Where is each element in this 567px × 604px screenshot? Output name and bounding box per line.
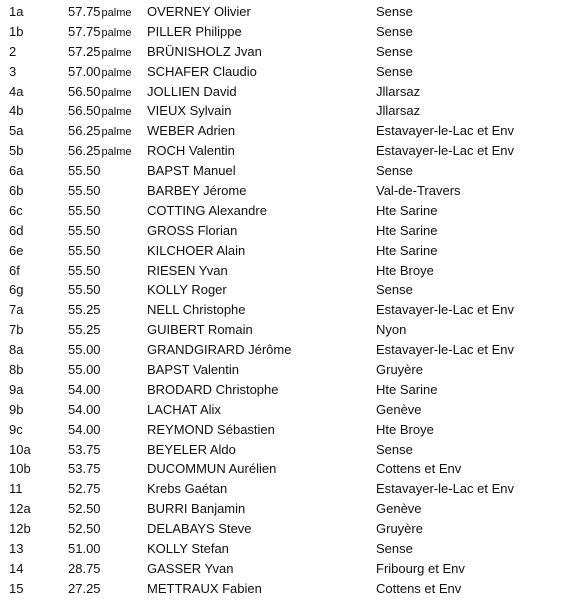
club-name: Estavayer-le-Lac et Env: [376, 302, 515, 318]
result-row: [0, 261, 567, 281]
result-row: [0, 22, 567, 42]
palme-note: palme: [101, 46, 132, 59]
rank: 15: [9, 580, 24, 596]
points: [68, 360, 101, 380]
rank: 10b: [9, 461, 31, 477]
rank: 7a: [9, 302, 24, 318]
result-row: [0, 241, 567, 261]
competitor-name: DUCOMMUN Aurélien: [147, 461, 277, 477]
result-row: [0, 280, 567, 300]
competitor-name: KOLLY Roger: [147, 282, 227, 298]
result-row: [0, 2, 567, 22]
result-row: [0, 440, 567, 460]
rank: 1a: [9, 4, 24, 19]
points-value: 55.25: [68, 302, 101, 318]
points: [68, 320, 101, 340]
competitor-name: GASSER Yvan: [147, 560, 234, 576]
points-value: 57.25: [68, 43, 101, 59]
result-row: [0, 459, 567, 479]
points-value: 55.50: [68, 242, 101, 258]
points: [68, 62, 132, 84]
points: [68, 42, 132, 64]
club-name: Sense: [376, 163, 413, 179]
result-row: [0, 400, 567, 420]
rank: 13: [9, 541, 24, 557]
result-row: [0, 161, 567, 181]
club-name: Genève: [376, 401, 422, 417]
palme-note: palme: [101, 146, 132, 159]
points: [68, 141, 132, 163]
club-name: Sense: [376, 63, 413, 79]
competitor-name: VIEUX Sylvain: [147, 103, 232, 119]
club-name: Hte Sarine: [376, 381, 438, 397]
club-name: Hte Broye: [376, 421, 434, 437]
club-name: Sense: [376, 282, 413, 298]
rank: 5a: [9, 123, 24, 139]
competitor-name: BEYELER Aldo: [147, 441, 236, 457]
points-value: 55.50: [68, 282, 101, 298]
rank: 2: [9, 43, 17, 59]
points: [68, 340, 101, 360]
competitor-name: COTTING Alexandre: [147, 202, 267, 218]
rank: 5b: [9, 143, 24, 159]
club-name: Cottens et Env: [376, 461, 462, 477]
rank: 3: [9, 63, 17, 79]
points-value: 57.75: [68, 23, 101, 39]
competitor-name: ROCH Valentin: [147, 143, 235, 159]
points: [68, 221, 101, 241]
palme-note: palme: [101, 26, 132, 39]
result-row: [0, 121, 567, 141]
points-value: 55.50: [68, 202, 101, 218]
rank: 10a: [9, 441, 31, 457]
points: [68, 579, 101, 599]
club-name: Sense: [376, 43, 413, 59]
points: [68, 459, 101, 479]
competitor-name: KOLLY Stefan: [147, 541, 229, 557]
points: [68, 499, 101, 519]
club-name: Jllarsaz: [376, 83, 421, 99]
rank: 4b: [9, 103, 24, 119]
points-value: 54.00: [68, 381, 101, 397]
result-row: [0, 499, 567, 519]
points: [68, 559, 101, 579]
competitor-name: DELABAYS Steve: [147, 521, 252, 537]
points-value: 55.00: [68, 342, 101, 358]
competitor-name: Krebs Gaétan: [147, 481, 228, 497]
points-value: 51.00: [68, 541, 101, 557]
points-value: 55.00: [68, 362, 101, 378]
points: [68, 2, 132, 24]
points-value: 55.25: [68, 322, 101, 338]
points: [68, 181, 101, 201]
rank: 6f: [9, 262, 20, 278]
points-value: 56.50: [68, 103, 101, 119]
competitor-name: JOLLIEN David: [147, 83, 237, 99]
palme-note: palme: [101, 7, 132, 19]
palme-note: palme: [101, 66, 132, 79]
club-name: Estavayer-le-Lac et Env: [376, 143, 515, 159]
points-value: 52.50: [68, 501, 101, 517]
points-value: 56.25: [68, 123, 101, 139]
competitor-name: BURRI Banjamin: [147, 501, 246, 517]
result-row: [0, 539, 567, 559]
rank: 12b: [9, 521, 31, 537]
result-row: [0, 479, 567, 499]
result-row: [0, 340, 567, 360]
competitor-name: RIESEN Yvan: [147, 262, 228, 278]
points: [68, 519, 101, 539]
club-name: Val-de-Travers: [376, 183, 461, 199]
rank: 9c: [9, 421, 23, 437]
competitor-name: BRÜNISHOLZ Jvan: [147, 43, 262, 59]
palme-note: palme: [101, 126, 132, 139]
points: [68, 201, 101, 221]
competitor-name: METTRAUX Fabien: [147, 580, 262, 596]
competitor-name: KILCHOER Alain: [147, 242, 246, 258]
result-row: [0, 62, 567, 82]
palme-note: palme: [101, 86, 132, 99]
competitor-name: GUIBERT Romain: [147, 322, 253, 338]
club-name: Cottens et Env: [376, 580, 462, 596]
rank: 9a: [9, 381, 24, 397]
result-row: [0, 559, 567, 579]
points-value: 54.00: [68, 401, 101, 417]
result-row: [0, 360, 567, 380]
competitor-name: PILLER Philippe: [147, 23, 242, 39]
club-name: Jllarsaz: [376, 103, 421, 119]
club-name: Hte Broye: [376, 262, 434, 278]
rank: 11: [9, 481, 23, 497]
rank: 9b: [9, 401, 24, 417]
points: [68, 280, 101, 300]
competitor-name: GRANDGIRARD Jérôme: [147, 342, 292, 358]
club-name: Hte Sarine: [376, 222, 438, 238]
points: [68, 82, 132, 104]
result-row: [0, 420, 567, 440]
rank: 14: [9, 560, 24, 576]
competitor-name: BRODARD Christophe: [147, 381, 279, 397]
club-name: Gruyère: [376, 521, 423, 537]
points: [68, 121, 132, 143]
points: [68, 161, 101, 181]
competitor-name: BAPST Valentin: [147, 362, 240, 378]
points-value: 55.50: [68, 262, 101, 278]
result-row: [0, 201, 567, 221]
points: [68, 479, 101, 499]
points-value: 55.50: [68, 163, 101, 179]
points: [68, 22, 132, 44]
points: [68, 261, 101, 281]
rank: 1b: [9, 23, 24, 39]
points-value: 52.75: [68, 481, 101, 497]
points-value: 52.50: [68, 521, 101, 537]
result-row: [0, 181, 567, 201]
rank: 4a: [9, 83, 24, 99]
rank: 7b: [9, 322, 24, 338]
rank: 12a: [9, 501, 31, 517]
points: [68, 241, 101, 261]
points-value: 56.50: [68, 83, 101, 99]
points: [68, 400, 101, 420]
club-name: Gruyère: [376, 362, 423, 378]
competitor-name: GROSS Florian: [147, 222, 238, 238]
result-row: [0, 300, 567, 320]
result-row: [0, 519, 567, 539]
club-name: Estavayer-le-Lac et Env: [376, 123, 515, 139]
club-name: Estavayer-le-Lac et Env: [376, 342, 515, 358]
rank: 8a: [9, 342, 24, 358]
points-value: 57.00: [68, 63, 101, 79]
rank: 6e: [9, 242, 24, 258]
result-row: [0, 380, 567, 400]
result-row: [0, 221, 567, 241]
points-value: 27.25: [68, 580, 101, 596]
club-name: Sense: [376, 23, 413, 39]
club-name: Estavayer-le-Lac et Env: [376, 481, 515, 497]
result-row: [0, 101, 567, 121]
results-list: [0, 2, 567, 599]
rank: 6d: [9, 222, 24, 238]
points-value: 53.75: [68, 441, 101, 457]
competitor-name: WEBER Adrien: [147, 123, 236, 139]
result-row: [0, 42, 567, 62]
points: [68, 539, 101, 559]
points-value: 28.75: [68, 560, 101, 576]
rank: 6b: [9, 183, 24, 199]
result-row: [0, 320, 567, 340]
competitor-name: BAPST Manuel: [147, 163, 236, 179]
points: [68, 420, 101, 440]
club-name: Fribourg et Env: [376, 560, 465, 576]
points-value: 54.00: [68, 421, 101, 437]
club-name: Sense: [376, 541, 413, 557]
rank: 6a: [9, 163, 24, 179]
points-value: 56.25: [68, 143, 101, 159]
club-name: Hte Sarine: [376, 242, 438, 258]
result-row: [0, 82, 567, 102]
rank: 8b: [9, 362, 24, 378]
result-row: [0, 579, 567, 599]
competitor-name: NELL Christophe: [147, 302, 246, 318]
competitor-name: BARBEY Jérome: [147, 183, 247, 199]
points: [68, 101, 132, 123]
rank: 6g: [9, 282, 24, 298]
points-value: 57.75: [68, 4, 101, 19]
points: [68, 380, 101, 400]
points-value: 53.75: [68, 461, 101, 477]
points: [68, 440, 101, 460]
competitor-name: LACHAT Alix: [147, 401, 221, 417]
club-name: Genève: [376, 501, 422, 517]
rank: 6c: [9, 202, 23, 218]
club-name: Sense: [376, 4, 413, 19]
competitor-name: SCHAFER Claudio: [147, 63, 257, 79]
result-row: [0, 141, 567, 161]
points: [68, 300, 101, 320]
points-value: 55.50: [68, 183, 101, 199]
palme-note: palme: [101, 106, 132, 119]
club-name: Nyon: [376, 322, 407, 338]
club-name: Hte Sarine: [376, 202, 438, 218]
competitor-name: REYMOND Sébastien: [147, 421, 275, 437]
points-value: 55.50: [68, 222, 101, 238]
competitor-name: OVERNEY Olivier: [147, 4, 251, 19]
club-name: Sense: [376, 441, 413, 457]
